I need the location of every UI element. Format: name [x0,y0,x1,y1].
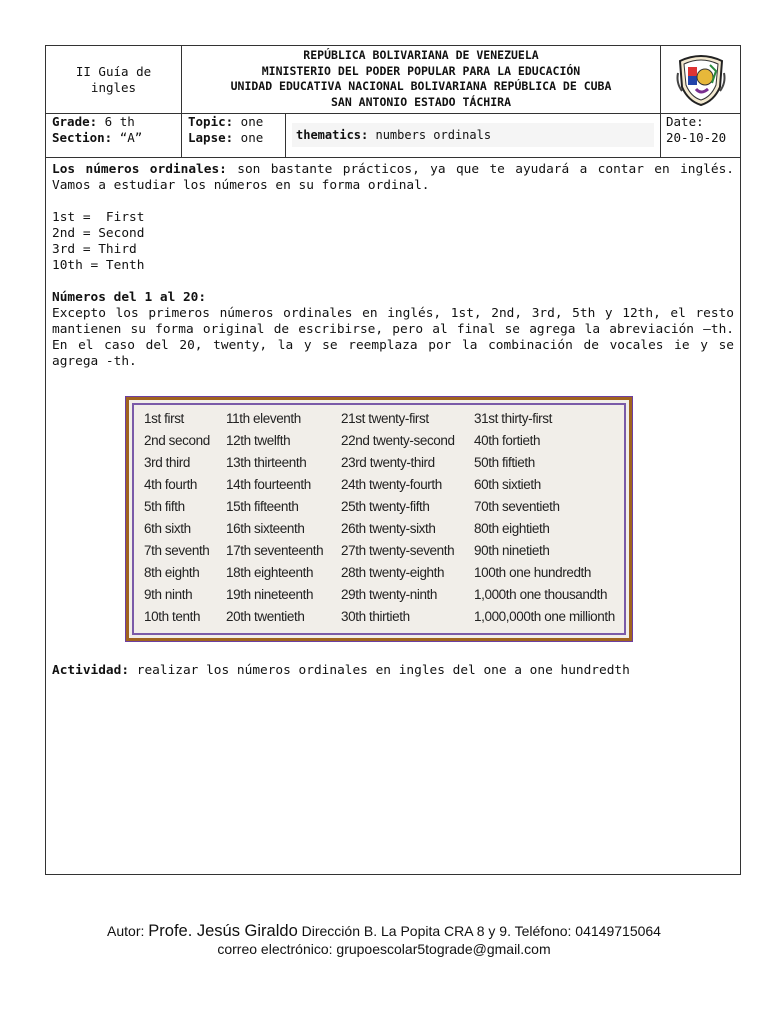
ordinal-cell: 31st thirty-first [474,411,552,426]
ordinal-cell: 18th eighteenth [226,565,314,580]
activity-bold: Actividad: [52,663,130,678]
date-cell [660,113,740,157]
autor-address: Dirección B. La Popita CRA 8 y 9. Teléfono: 04149715064 [297,923,661,939]
grade-value: 6 th [97,114,135,129]
worksheet [45,45,741,875]
location-line: SAN ANTONIO ESTADO TÁCHIRA [330,94,511,109]
ordinal-cell: 90th ninetieth [474,543,550,558]
ordinal-cell: 1,000th one thousandth [474,587,608,602]
guide-title-line2: ingles [90,79,137,95]
ordinal-cell: 17th seventeenth [226,543,324,558]
topic-lapse-cell [182,113,286,157]
ordinal-cell: 20th twentieth [226,609,305,624]
info-row [46,113,740,158]
topic-label: Topic: [188,114,234,129]
ordinal-cell: 15th fifteenth [226,499,299,514]
autor-name: Profe. Jesús Giraldo [148,922,298,940]
ordinal-cell: 9th ninth [144,587,193,602]
example-item: 1st = First [52,210,145,225]
ordinal-cell: 5th fifth [144,499,185,514]
school-line: UNIDAD EDUCATIVA NACIONAL BOLIVARIANA REPÚBLICA DE CUBA [230,79,612,93]
ordinal-cell: 2nd second [144,433,210,448]
school-crest-logo [674,53,728,107]
ordinal-cell: 16th sixteenth [226,521,305,536]
institution-header [182,48,660,110]
ordinal-cell: 70th seventieth [474,499,560,514]
ordinal-cell: 14th fourteenth [226,477,311,492]
thematics-value: numbers ordinals [368,128,492,142]
ordinal-cell: 22nd twenty-second [341,433,455,448]
guide-title-line1: II Guía de [75,63,152,79]
ordinal-cell: 12th twelfth [226,433,291,448]
ordinal-cell: 30th thirtieth [341,609,410,624]
lapse-label: Lapse: [188,130,234,145]
section-block [52,290,734,370]
section-title: Números del 1 al 20: [52,290,207,305]
page-footer [0,922,768,958]
autor-label: Autor: [107,923,145,939]
ministry-line: MINISTERIO DEL PODER POPULAR PARA LA EDUCACIÓN [261,63,581,78]
thematics-cell [286,113,660,157]
header-row [46,46,740,114]
ordinal-cell: 3rd third [144,455,190,470]
intro-text: son bastante prácticos, ya que te ayudará a contar en inglés. Vamos a estudiar los números en su forma ordinal. [52,162,735,193]
date-value: 20-10-20 [666,130,727,145]
ordinal-cell: 1st first [144,411,184,426]
ordinal-cell: 28th twenty-eighth [341,565,445,580]
example-item: 2nd = Second [52,226,145,241]
ordinal-cell: 4th fourth [144,477,198,492]
ordinals-table-image [126,397,632,641]
section-label: Section: [52,130,113,145]
ordinal-cell: 11th eleventh [226,411,301,426]
ordinal-cell: 24th twenty-fourth [341,477,442,492]
intro-bold: Los números ordinales: [52,162,227,177]
autor-email: correo electrónico: grupoescolar5tograde@gmail.com [217,941,551,957]
ordinal-cell: 29th twenty-ninth [341,587,438,602]
topic-value: one [233,114,264,129]
section-text: Excepto los primeros números ordinales en inglés, 1st, 2nd, 3rd, 5th y 12th, el resto mantienen su forma original de escribirse, pero al final se agrega la abreviación –th. En el caso del 20, twenty, la y se reemplaza por la combinación de vocales ie y se agrega -th. [52,306,734,369]
ordinal-cell: 6th sixth [144,521,191,536]
ordinal-cell: 80th eightieth [474,521,550,536]
guide-title-cell [46,46,182,113]
lapse-value: one [233,130,264,145]
ordinal-cell: 25th twenty-fifth [341,499,430,514]
date-label: Date: [666,114,704,129]
example-item: 10th = Tenth [52,258,145,273]
ordinal-cell: 23rd twenty-third [341,455,435,470]
ordinal-cell: 50th fiftieth [474,455,535,470]
ordinal-cell: 7th seventh [144,543,210,558]
content-body [52,162,734,370]
ordinal-cell: 8th eighth [144,565,200,580]
ordinal-cell: 19th nineteenth [226,587,314,602]
example-item: 3rd = Third [52,242,137,257]
ordinal-cell: 100th one hundredth [474,565,592,580]
grade-section-cell [46,113,182,157]
activity-line [52,663,630,678]
ordinal-cell: 27th twenty-seventh [341,543,455,558]
school-logo-cell [660,46,741,113]
grade-label: Grade: [52,114,98,129]
republic-line: REPÚBLICA BOLIVARIANA DE VENEZUELA [303,48,539,62]
activity-text: realizar los números ordinales en ingles del one a one hundredth [129,663,630,678]
ordinal-cell: 13th thirteenth [226,455,307,470]
ordinal-cell: 21st twenty-first [341,411,429,426]
thematics-label: thematics: [296,128,369,142]
ordinal-cell: 60th sixtieth [474,477,541,492]
ordinal-cell: 10th tenth [144,609,201,624]
examples-list [52,210,734,274]
ordinal-cell: 40th fortieth [474,433,541,448]
section-value: “A” [112,130,143,145]
ordinal-cell: 1,000,000th one millionth [474,609,615,624]
ordinal-cell: 26th twenty-sixth [341,521,436,536]
intro-paragraph [52,162,734,194]
